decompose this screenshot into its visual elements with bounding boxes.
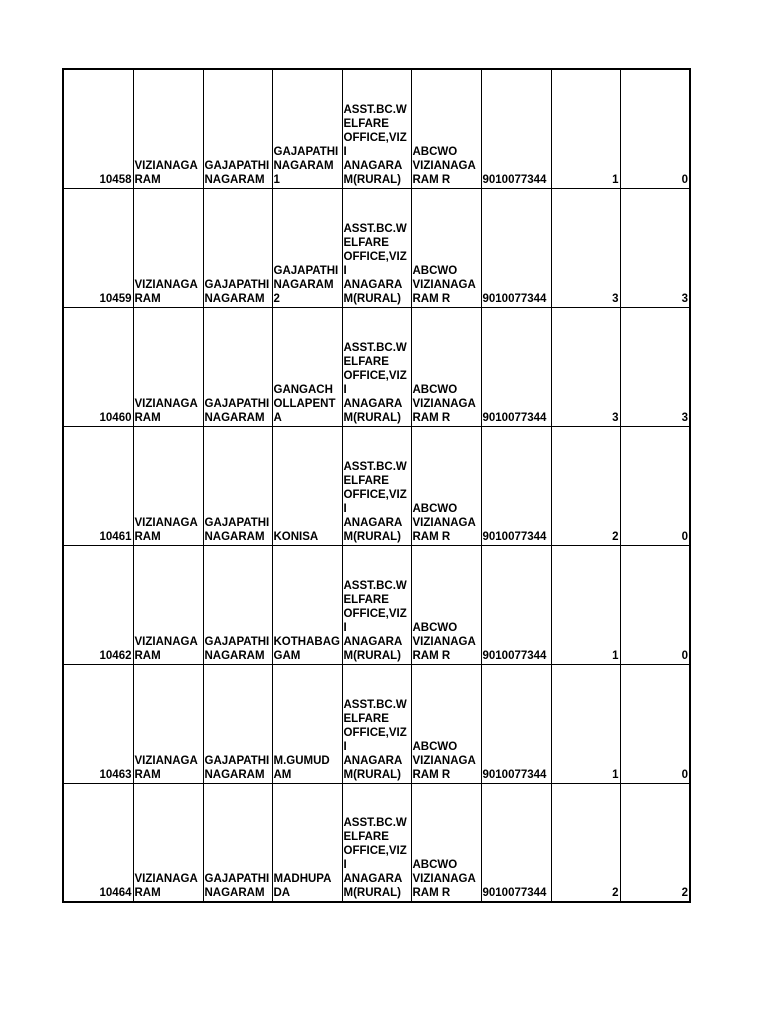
mandal-cell[interactable]: GAJAPATHI NAGARAM	[203, 664, 272, 783]
village-cell[interactable]: KOTHABAG GAM	[272, 545, 342, 664]
id-cell[interactable]: 10459	[63, 188, 133, 307]
table-row	[63, 664, 690, 783]
district-cell[interactable]: VIZIANAGA RAM	[133, 69, 203, 188]
district-cell[interactable]: VIZIANAGA RAM	[133, 545, 203, 664]
village-cell[interactable]: GANGACH OLLAPENTA	[272, 307, 342, 426]
spreadsheet-table	[62, 68, 691, 903]
office-cell[interactable]: ASST.BC.W ELFARE OFFICE,VIZI ANAGARA M(RURAL)	[342, 426, 411, 545]
table-row	[63, 783, 690, 902]
count-a-cell[interactable]: 1	[551, 664, 620, 783]
phone-cell[interactable]: 9010077344	[481, 545, 551, 664]
officer-cell[interactable]: ABCWO VIZIANAGA RAM R	[411, 545, 481, 664]
village-cell[interactable]: GAJAPATHI NAGARAM 2	[272, 188, 342, 307]
count-a-cell[interactable]: 1	[551, 545, 620, 664]
phone-cell[interactable]: 9010077344	[481, 664, 551, 783]
village-cell[interactable]: GAJAPATHI NAGARAM 1	[272, 69, 342, 188]
district-cell[interactable]: VIZIANAGA RAM	[133, 783, 203, 902]
district-cell[interactable]: VIZIANAGA RAM	[133, 188, 203, 307]
table-row	[63, 188, 690, 307]
count-a-cell[interactable]: 2	[551, 426, 620, 545]
mandal-cell[interactable]: GAJAPATHI NAGARAM	[203, 545, 272, 664]
mandal-cell[interactable]: GAJAPATHI NAGARAM	[203, 69, 272, 188]
count-b-cell[interactable]: 0	[620, 664, 690, 783]
district-cell[interactable]: VIZIANAGA RAM	[133, 426, 203, 545]
office-cell[interactable]: ASST.BC.W ELFARE OFFICE,VIZI ANAGARA M(RURAL)	[342, 69, 411, 188]
table-row	[63, 69, 690, 188]
officer-cell[interactable]: ABCWO VIZIANAGA RAM R	[411, 188, 481, 307]
count-a-cell[interactable]: 2	[551, 783, 620, 902]
id-cell[interactable]: 10463	[63, 664, 133, 783]
officer-cell[interactable]: ABCWO VIZIANAGA RAM R	[411, 664, 481, 783]
office-cell[interactable]: ASST.BC.W ELFARE OFFICE,VIZI ANAGARA M(RURAL)	[342, 545, 411, 664]
count-a-cell[interactable]: 1	[551, 69, 620, 188]
count-b-cell[interactable]: 3	[620, 307, 690, 426]
phone-cell[interactable]: 9010077344	[481, 69, 551, 188]
district-cell[interactable]: VIZIANAGA RAM	[133, 664, 203, 783]
table-row	[63, 426, 690, 545]
mandal-cell[interactable]: GAJAPATHI NAGARAM	[203, 426, 272, 545]
village-cell[interactable]: KONISA	[272, 426, 342, 545]
officer-cell[interactable]: ABCWO VIZIANAGA RAM R	[411, 69, 481, 188]
table-row	[63, 307, 690, 426]
phone-cell[interactable]: 9010077344	[481, 307, 551, 426]
id-cell[interactable]: 10464	[63, 783, 133, 902]
id-cell[interactable]: 10460	[63, 307, 133, 426]
table-row	[63, 545, 690, 664]
mandal-cell[interactable]: GAJAPATHI NAGARAM	[203, 783, 272, 902]
officer-cell[interactable]: ABCWO VIZIANAGA RAM R	[411, 426, 481, 545]
count-b-cell[interactable]: 0	[620, 545, 690, 664]
id-cell[interactable]: 10462	[63, 545, 133, 664]
officer-cell[interactable]: ABCWO VIZIANAGA RAM R	[411, 783, 481, 902]
phone-cell[interactable]: 9010077344	[481, 188, 551, 307]
id-cell[interactable]: 10461	[63, 426, 133, 545]
office-cell[interactable]: ASST.BC.W ELFARE OFFICE,VIZI ANAGARA M(RURAL)	[342, 188, 411, 307]
count-b-cell[interactable]: 2	[620, 783, 690, 902]
table-body	[63, 69, 690, 902]
phone-cell[interactable]: 9010077344	[481, 426, 551, 545]
id-cell[interactable]: 10458	[63, 69, 133, 188]
village-cell[interactable]: MADHUPA DA	[272, 783, 342, 902]
count-b-cell[interactable]: 0	[620, 426, 690, 545]
village-cell[interactable]: M.GUMUD AM	[272, 664, 342, 783]
district-cell[interactable]: VIZIANAGA RAM	[133, 307, 203, 426]
office-cell[interactable]: ASST.BC.W ELFARE OFFICE,VIZI ANAGARA M(RURAL)	[342, 783, 411, 902]
mandal-cell[interactable]: GAJAPATHI NAGARAM	[203, 307, 272, 426]
count-b-cell[interactable]: 0	[620, 69, 690, 188]
count-a-cell[interactable]: 3	[551, 188, 620, 307]
office-cell[interactable]: ASST.BC.W ELFARE OFFICE,VIZI ANAGARA M(RURAL)	[342, 664, 411, 783]
count-b-cell[interactable]: 3	[620, 188, 690, 307]
phone-cell[interactable]: 9010077344	[481, 783, 551, 902]
mandal-cell[interactable]: GAJAPATHI NAGARAM	[203, 188, 272, 307]
officer-cell[interactable]: ABCWO VIZIANAGA RAM R	[411, 307, 481, 426]
count-a-cell[interactable]: 3	[551, 307, 620, 426]
office-cell[interactable]: ASST.BC.W ELFARE OFFICE,VIZI ANAGARA M(RURAL)	[342, 307, 411, 426]
